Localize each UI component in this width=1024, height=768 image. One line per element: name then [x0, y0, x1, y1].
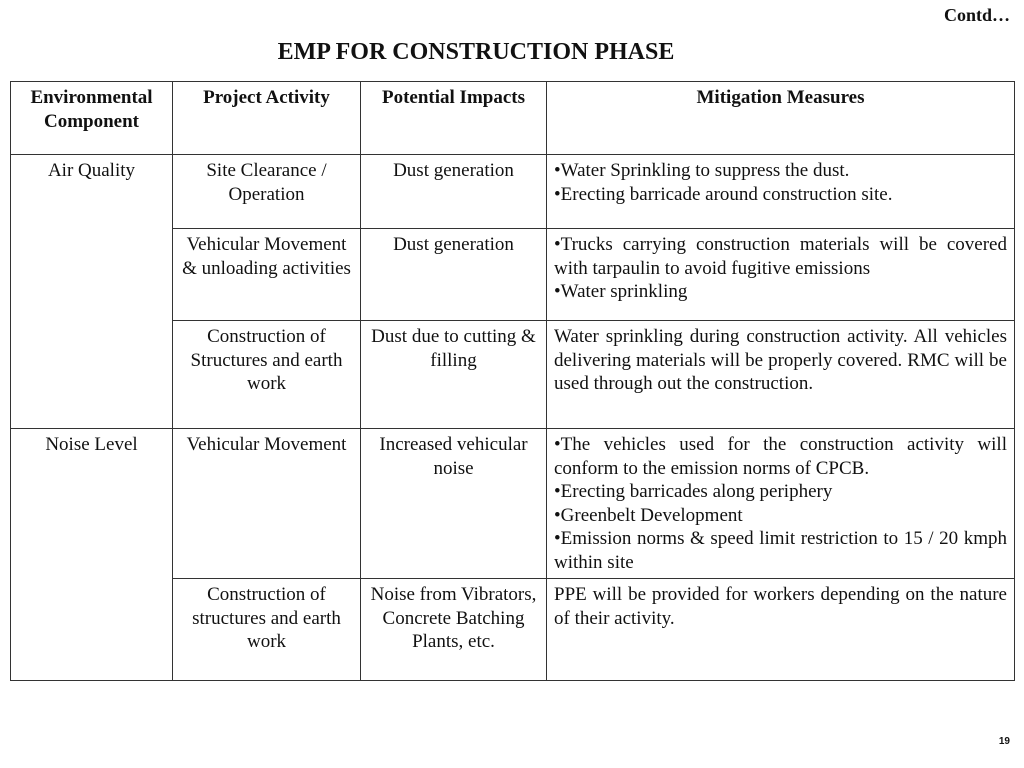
measure-item: Water sprinkling during construction activity. All vehicles delivering materials will be properly covered. RMC will be used through out the construction.: [554, 326, 1007, 394]
impact-cell: Dust generation: [361, 229, 547, 321]
measure-item: •The vehicles used for the construction activity will conform to the emission norms of CPCB.: [554, 434, 1007, 479]
measure-item: •Water sprinkling: [554, 281, 688, 302]
measure-item: •Erecting barricades along periphery: [554, 481, 833, 502]
table-row: [11, 155, 1015, 229]
measures-cell: [547, 579, 1015, 681]
measures-cell: [547, 429, 1015, 579]
measure-item: •Trucks carrying construction materials will be covered with tarpaulin to avoid fugitive emissions: [554, 234, 1007, 279]
impact-cell: Noise from Vibrators, Concrete Batching Plants, etc.: [361, 579, 547, 681]
column-header-measures: Mitigation Measures: [547, 82, 1015, 155]
activity-cell: Construction of Structures and earth work: [173, 321, 361, 429]
measure-item: •Erecting barricade around construction site.: [554, 183, 893, 205]
page-title: EMP FOR CONSTRUCTION PHASE: [277, 39, 675, 65]
column-header-component: Environmental Component: [11, 82, 173, 155]
activity-cell: Vehicular Movement & unloading activities: [173, 229, 361, 321]
column-header-activity: Project Activity: [173, 82, 361, 155]
continued-label: Contd…: [943, 5, 1010, 25]
activity-cell: Site Clearance / Operation: [173, 155, 361, 229]
component-cell: Air Quality: [11, 155, 173, 429]
page-number: 19: [998, 736, 1010, 747]
column-header-impacts: Potential Impacts: [361, 82, 547, 155]
impact-cell: Dust generation: [361, 155, 547, 229]
measure-item: •Emission norms & speed limit restriction to 15 / 20 kmph within site: [554, 528, 1007, 573]
measures-cell: [547, 321, 1015, 429]
measure-item: •Greenbelt Development: [554, 504, 743, 526]
measures-cell: [547, 155, 1015, 229]
impact-cell: Dust due to cutting & filling: [361, 321, 547, 429]
emp-table: [10, 81, 1015, 681]
measures-cell: [547, 229, 1015, 321]
component-cell: Noise Level: [11, 429, 173, 681]
table-row: [11, 429, 1015, 579]
measure-item: PPE will be provided for workers depending on the nature of their activity.: [554, 584, 1007, 629]
measure-item: •Water Sprinkling to suppress the dust.: [554, 160, 850, 181]
impact-cell: Increased vehicular noise: [361, 429, 547, 579]
activity-cell: Vehicular Movement: [173, 429, 361, 579]
table-header-row: [11, 82, 1015, 155]
activity-cell: Construction of structures and earth work: [173, 579, 361, 681]
